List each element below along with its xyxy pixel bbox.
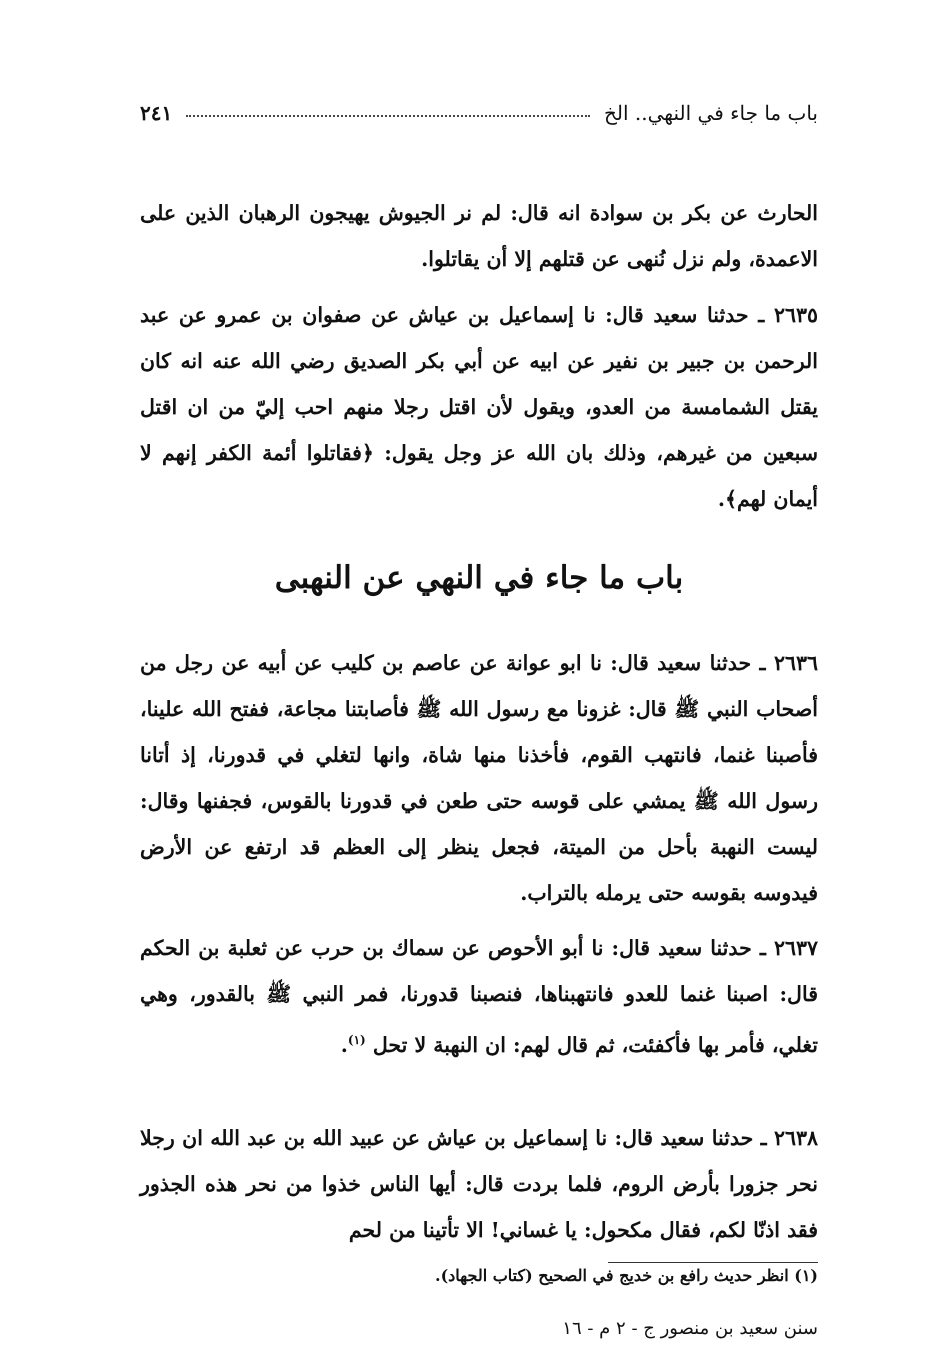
hadith-2636 (140, 640, 818, 916)
running-header-title: باب ما جاء في النهي.. الخ (603, 101, 818, 125)
hadith-number: ٢٦٣٧ ـ (759, 936, 818, 960)
book-page (140, 0, 818, 1369)
hadith-number: ٢٦٣٨ ـ (760, 1126, 818, 1150)
chapter-title: باب ما جاء في النهي عن النهبى (274, 560, 684, 596)
hadith-2638 (140, 1115, 818, 1253)
hadith-text: حدثنا سعيد قال: نا إسماعيل بن عياش عن عبيد الله بن عبد الله ان رجلا نحر جزورا بأرض الروم، فلما بردت قال: أيها الناس خذوا من نحر هذه الجذور فقد اذنّا لكم، فقال مكحول: يا غساني! الا تأتينا من لحم (140, 1126, 818, 1242)
hadith-text: حدثنا سعيد قال: نا ابو عوانة عن عاصم بن كليب عن أبيه عن رجل من أصحاب النبي ﷺ قال: غزونا مع رسول الله ﷺ فأصابتنا مجاعة، ففتح الله علينا، فأصبنا غنما، فانتهب القوم، فأخذنا منها شاة، وانها لتغلي في قدورنا، إذ أتانا رسول الله ﷺ يمشي على قوسه حتى طعن في قدورنا بالقوس، فجفنها وقال: ليست النهبة بأحل من الميتة، فجعل ينظر إلى العظم قد ارتفع عن الأرض فيدوسه بقوسه حتى يرمله بالتراب. (140, 651, 818, 905)
hadith-2635 (140, 292, 818, 522)
running-header (140, 96, 818, 130)
signature-line: سنن سعيد بن منصور ج - ٢ م - ١٦ (562, 1318, 818, 1339)
hadith-number: ٢٦٣٥ ـ (758, 303, 818, 327)
footnote: (١) انظر حديث رافع بن خديج في الصحيح (كتاب الجهاد). (435, 1266, 818, 1285)
hadith-number: ٢٦٣٦ ـ (759, 651, 818, 675)
hadith-text: حدثنا سعيد قال: نا إسماعيل بن عياش عن صفوان بن عمرو عن عبد الرحمن بن جبير بن نفير عن ابيه عن أبي بكر الصديق رضي الله عنه انه كان يقتل الشمامسة من العدو، ويقول لأن اقتل رجلا منهم احب إليّ من ان اقتل سبعين من غيرهم، وذلك بان الله عز وجل يقول: ﴿فقاتلوا أئمة الكفر إنهم لا أيمان لهم﴾. (140, 303, 818, 511)
hadith-end-mark: . (340, 1032, 348, 1057)
footnote-reference: (١) (347, 1033, 366, 1047)
footnote-divider (608, 1262, 818, 1263)
paragraph-text: الحارث عن بكر بن سوادة انه قال: لم نر الجيوش يهيجون الرهبان الذين على الاعمدة، ولم نزل نُنهى عن قتلهم إلا أن يقاتلوا. (140, 201, 818, 271)
paragraph-continued (140, 190, 818, 282)
page-number: ٢٤١ (140, 101, 173, 125)
hadith-text: حدثنا سعيد قال: نا أبو الأحوص عن سماك بن حرب عن ثعلبة بن الحكم قال: اصبنا غنما للعدو فانتهبناها، فنصبنا قدورنا، فمر النبي ﷺ بالقدور، وهي تغلي، فأمر بها فأكفئت، ثم قال لهم: ان النهبة لا تحل (140, 936, 818, 1057)
hadith-2637 (140, 925, 818, 1068)
dotted-leader (186, 115, 590, 117)
